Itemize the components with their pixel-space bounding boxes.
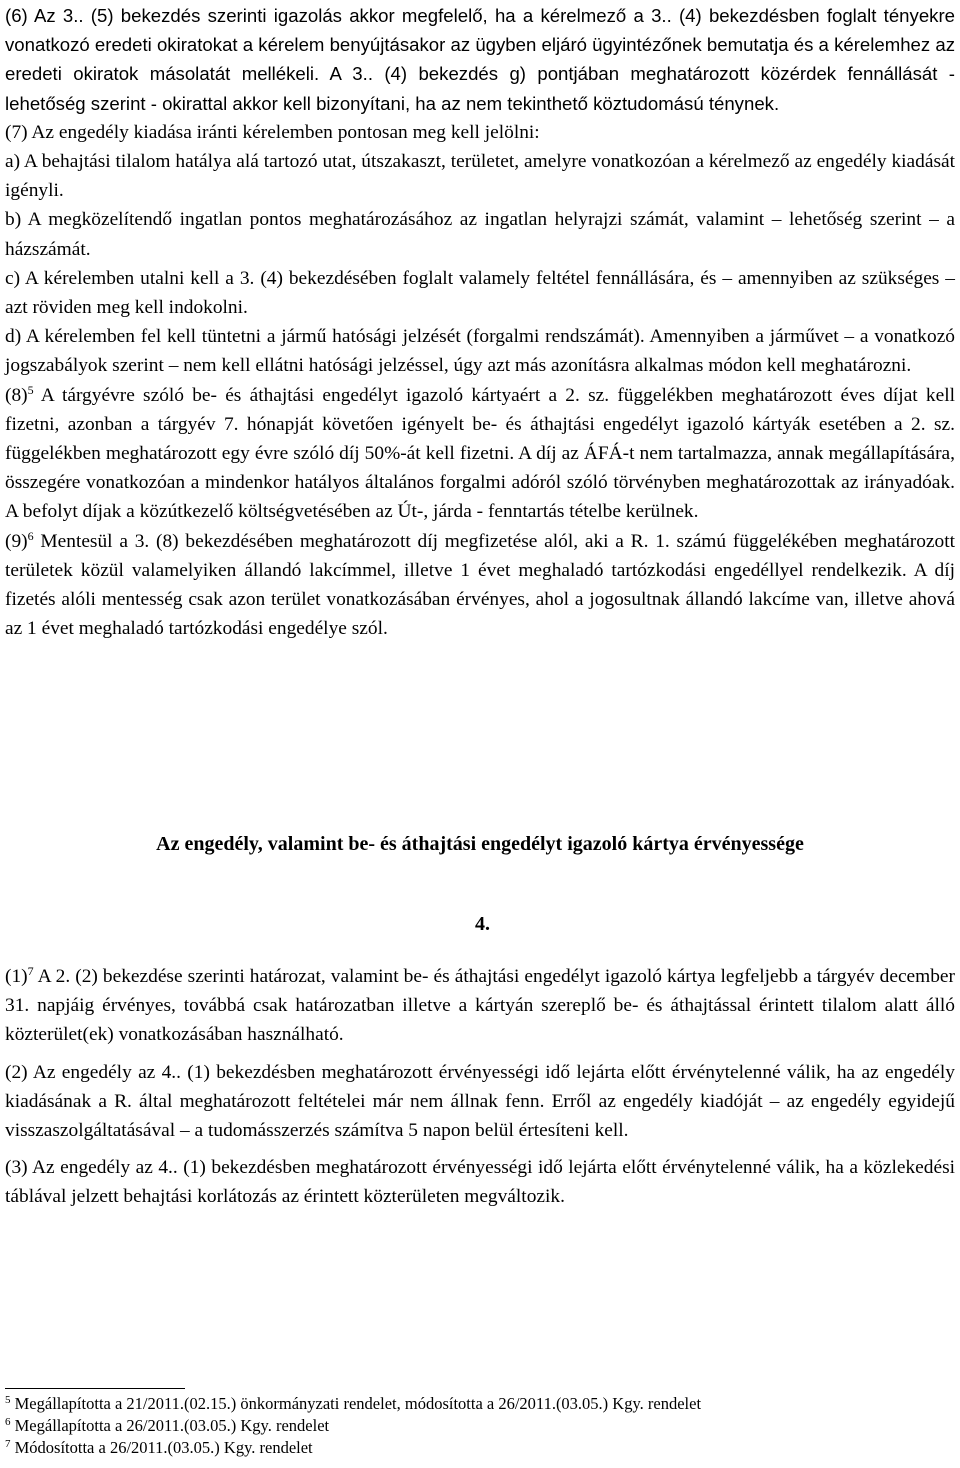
paragraph-8-text: A tárgyévre szóló be- és áthajtási engedélyt igazoló kártyaért a 2. sz. függelékben meghatározott éves díjat kell fizetni, azonban a tárgyév 7. hónapját követően igényelt be- és áthajtási engedélyt igazoló kártyák esetében a 2. sz. függelékben meghatározott egy évre szóló díj 50%-át kell fizetni. A díj az ÁFÁ-t nem tartalmazza, annak megállapítására, összegére vonatkozóan a mindenkor hatályos általános forgalmi adóról szóló törvényben meghatározottak az irányadóak. A befolyt díjak a közútkezelő költségvetésében az Út-, járda - fenntartás tételbe kerülnek. (5, 384, 955, 523)
paragraph-8 (5, 381, 955, 527)
footnote-text: Megállapította a 26/2011.(03.05.) Kgy. rendelet (14, 1416, 330, 1435)
paragraph-8-number: (8) (5, 384, 28, 406)
footnote-number: 6 (5, 1416, 11, 1428)
paragraph-9-number: (9) (5, 530, 28, 552)
paragraph-9-text: Mentesül a 3. (8) bekezdésében meghatározott díj megfizetése alól, aki a R. 1. számú függelékében meghatározott területek közül valamelyiken állandó lakcímmel, illetve 1 évet meghaladó tartózkodási engedéllyel rendelkezik. A díj fizetés alóli mentesség csak azon terület vonatkozásában érvényes, ahol a jogosultnak állandó lakcíme van, illetve ahová az 1 évet meghaladó tartózkodási engedélye szól. (5, 530, 955, 640)
footnote-number: 7 (5, 1438, 11, 1450)
footnote-6 (5, 1415, 955, 1437)
footnote-text: Megállapította a 21/2011.(02.15.) önkormányzati rendelet, módosította a 26/2011.(03.05.) Kgy. rendelet (14, 1394, 702, 1413)
section-4-body (5, 962, 955, 1212)
paragraph-7-a: a) A behajtási tilalom hatálya alá tartozó utat, útszakaszt, területet, amelyre vonatkozóan a kérelmező az engedély kiadását igényli. (5, 151, 955, 202)
section-4-paragraph-1-text: A 2. (2) bekezdése szerinti határozat, valamint be- és áthajtási engedélyt igazoló kártya legfeljebb a tárgyév december 31. napjáig érvényes, továbbá csak határozatban illetve a kártyán szereplő be- és áthajtással érintett tilalom alatt álló közterület(ek) vonatkozásában használható. (5, 966, 955, 1046)
paragraph-9 (5, 527, 955, 644)
footnote-separator (5, 1388, 185, 1389)
footnote-7 (5, 1437, 955, 1459)
footnote-ref-7: 7 (27, 964, 34, 978)
footnotes (5, 1388, 955, 1459)
section-4-paragraph-1 (5, 962, 955, 1050)
section-3-continuation (5, 1, 955, 643)
footnote-ref-6: 6 (27, 528, 34, 543)
section-4-paragraph-2: (2) Az engedély az 4.. (1) bekezdésben meghatározott érvényességi idő lejárta előtt érvénytelenné válik, ha az engedély kiadásának a R. által meghatározott feltételei már nem állnak fenn. Erről az engedély kiadóját – az engedély egyidejű visszaszolgáltatásával – a tudomásszerzés számítva 5 napon belül értesíteni kell. (5, 1061, 955, 1142)
paragraph-7-d: d) A kérelemben fel kell tüntetni a jármű hatósági jelzését (forgalmi rendszámát). Amennyiben a járművet – a vonatkozó jogszabályok szerint – nem kell ellátni hatósági jelzéssel, úgy azt más azonításra alkalmas módon kell meghatározni. (5, 326, 955, 377)
section-number: 4. (475, 913, 490, 935)
section-4-paragraph-1-number: (1) (5, 966, 28, 987)
section-4-paragraph-3: (3) Az engedély az 4.. (1) bekezdésben meghatározott érvényességi idő lejárta előtt érvénytelenné válik, ha a közlekedési táblával jelzett behajtási korlátozás az érintett közterületen megváltozik. (5, 1157, 955, 1208)
section-heading: Az engedély, valamint be- és áthajtási engedélyt igazoló kártya érvényessége (156, 833, 804, 855)
footnote-ref-5: 5 (27, 382, 34, 397)
footnote-text: Módosította a 26/2011.(03.05.) Kgy. rendelet (14, 1438, 313, 1457)
paragraph-6: (6) Az 3.. (5) bekezdés szerinti igazolás akkor megfelelő, ha a kérelmező a 3.. (4) bekezdésben foglalt tényekre vonatkozó eredeti okiratokat a kérelem benyújtásakor az ügyben eljáró ügyintézőnek bemutatja és a kérelemhez az eredeti okiratok másolatát mellékeli. A 3.. (4) bekezdés g) pontjában meghatározott közérdek fennállását - lehetőség szerint - okirattal akkor kell bizonyítani, ha az nem tekinthető köztudomású ténynek. (5, 5, 955, 114)
paragraph-7-c: c) A kérelemben utalni kell a 3. (4) bekezdésében foglalt valamely feltétel fennállására, és – amennyiben az szükséges – azt röviden meg kell indokolni. (5, 267, 955, 319)
footnote-number: 5 (5, 1394, 11, 1406)
paragraph-7-intro: (7) Az engedély kiadása iránti kérelemben pontosan meg kell jelölni: (5, 121, 540, 143)
paragraph-7-b: b) A megközelítendő ingatlan pontos meghatározásához az ingatlan helyrajzi számát, valamint – lehetőség szerint – a házszámát. (5, 209, 955, 260)
footnote-5 (5, 1393, 955, 1415)
